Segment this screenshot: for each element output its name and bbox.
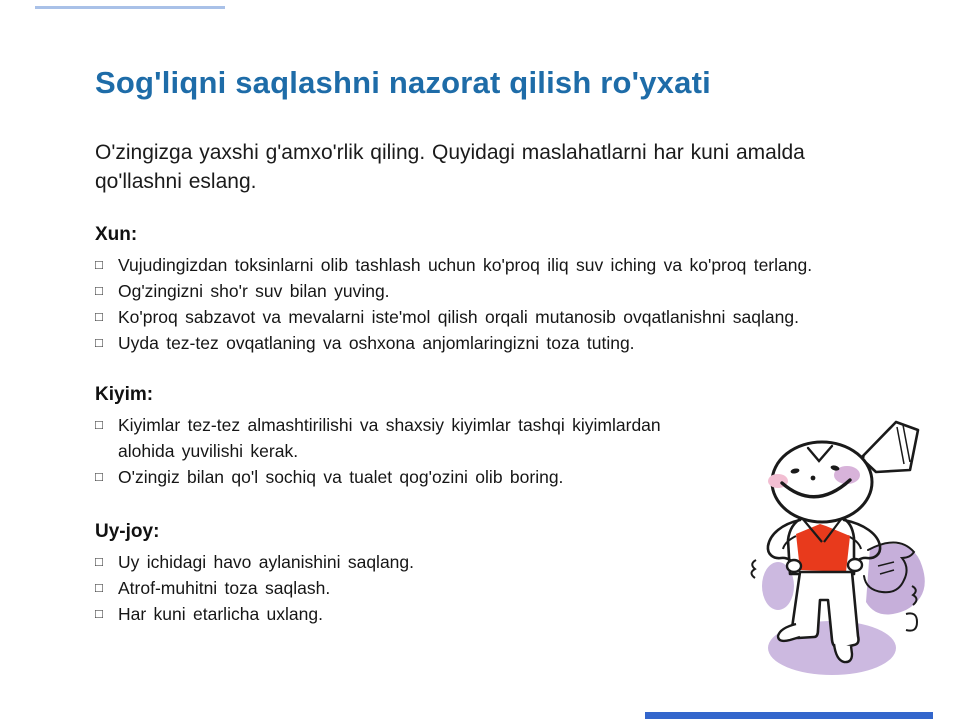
checklist-uyjoy — [95, 549, 695, 627]
checklist-item — [95, 304, 860, 330]
checklist-item — [95, 601, 695, 627]
section-xun — [95, 223, 860, 356]
smiling-child-illustration — [740, 418, 960, 720]
checkbox-icon: □ — [95, 283, 103, 298]
checkbox-icon: □ — [95, 554, 103, 569]
checklist-kiyim — [95, 412, 695, 490]
checkbox-icon: □ — [95, 580, 103, 595]
checklist-item — [95, 464, 695, 490]
head — [768, 442, 872, 522]
checkbox-icon: □ — [95, 417, 103, 432]
checklist-item — [95, 412, 695, 464]
checkbox-icon: □ — [95, 257, 103, 272]
hip-shadow — [866, 544, 925, 615]
right-hand — [848, 559, 862, 571]
section-heading-xun: Xun: — [95, 224, 138, 245]
checkbox-icon: □ — [95, 335, 103, 350]
checklist-item — [95, 330, 860, 356]
top-accent-line — [35, 6, 225, 9]
bottom-accent-bar — [645, 712, 933, 719]
left-hand — [787, 560, 801, 572]
checkbox-icon: □ — [95, 469, 103, 484]
checklist-item-text: Har kuni etarlicha uxlang. — [118, 604, 323, 624]
checklist-item-text: Atrof-muhitni toza saqlash. — [118, 578, 331, 598]
section-heading-kiyim: Kiyim: — [95, 384, 154, 405]
intro-text: O'zingizga yaxshi g'amxo'rlik qiling. Quyidagi maslahatlarni har kuni amalda qo'llashni eslang. — [95, 141, 805, 193]
nose — [811, 476, 816, 481]
checklist-item — [95, 278, 860, 304]
checklist-xun — [95, 252, 860, 356]
small-blob — [906, 613, 917, 630]
child-cartoon-svg — [740, 418, 960, 720]
page-title: Sog'liqni saqlashni nazorat qilish ro'yxati — [95, 65, 711, 100]
checklist-item — [95, 252, 860, 278]
checklist-item — [95, 549, 695, 575]
checklist-item-text: Uy ichidagi havo aylanishini saqlang. — [118, 552, 415, 572]
checklist-item — [95, 575, 695, 601]
checkbox-icon: □ — [95, 309, 103, 324]
left-foot — [778, 624, 800, 641]
checklist-item-text: O'zingiz bilan qo'l sochiq va tualet qog'ozini olib boring. — [118, 467, 564, 487]
checklist-item-text: Og'zingizni sho'r suv bilan yuving. — [118, 281, 390, 301]
checklist-item-text: Vujudingizdan toksinlarni olib tashlash uchun ko'proq iliq suv iching va ko'proq terlang. — [118, 255, 813, 275]
checkbox-icon: □ — [95, 606, 103, 621]
left-squiggle — [752, 560, 757, 578]
checklist-item-text: Ko'proq sabzavot va mevalarni iste'mol qilish orqali mutanosib ovqatlanishni saqlang. — [118, 307, 799, 327]
checklist-item-text: Uyda tez-tez ovqatlaning va oshxona anjomlaringizni toza tuting. — [118, 333, 635, 353]
section-heading-uyjoy: Uy-joy: — [95, 521, 160, 542]
checklist-item-text: Kiyimlar tez-tez almashtirilishi va shaxsiy kiyimlar tashqi kiyimlardan alohida yuvilishi kerak. — [118, 415, 661, 461]
